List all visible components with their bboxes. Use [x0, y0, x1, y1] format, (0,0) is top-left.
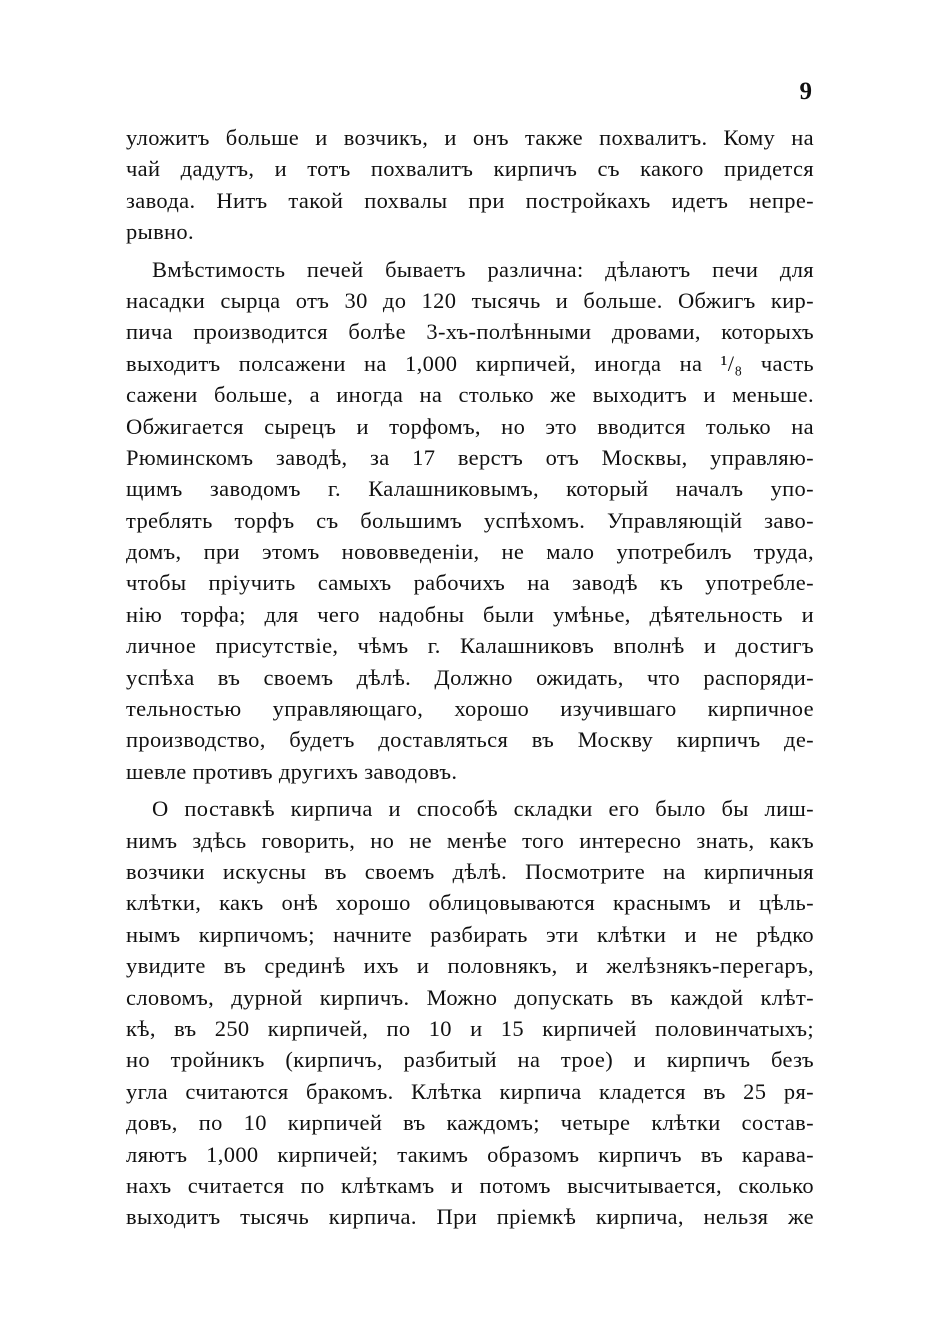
text-line: завода. Нитъ такой похвалы при постройкахъ идетъ непре- — [126, 187, 814, 213]
text-line: О поставкѣ кирпича и способѣ складки его было бы лиш- — [152, 796, 814, 822]
text-line: успѣха въ своемъ дѣлѣ. Должно ожидать, что распоряди- — [126, 664, 814, 690]
text-line: довъ, по 10 кирпичей въ каждомъ; четыре клѣтки состав- — [126, 1110, 814, 1136]
text-line: клѣтки, какъ онѣ хорошо облицовываются краснымъ и цѣль- — [126, 890, 814, 916]
text-line: чтобы пріучить самыхъ рабочихъ на заводѣ къ употребле- — [126, 570, 814, 596]
page-body-text — [126, 122, 814, 1233]
text-line: домъ, при этомъ нововведеніи, не мало употребилъ труда, — [126, 539, 814, 565]
text-line: но тройникъ (кирпичъ, разбитый на трое) и кирпичъ безъ — [126, 1047, 814, 1073]
text-line: шевле противъ другихъ заводовъ. — [126, 758, 458, 784]
text-line: насадки сырца отъ 30 до 120 тысячь и больше. Обжигъ кир- — [126, 287, 814, 313]
text-line: уложитъ больше и возчикъ, и онъ также похвалитъ. Кому на — [126, 125, 814, 150]
text-line: пича производится болѣе 3-хъ-полѣнными дровами, которыхъ — [126, 319, 814, 345]
text-line: Обжигается сырецъ и торфомъ, но это вводится только на — [126, 413, 814, 439]
text-line: тельностью управляющаго, хорошо изучившаго кирпичное — [126, 696, 814, 722]
text-line: чай дадутъ, и тотъ похвалитъ кирпичъ съ какого придется — [126, 156, 814, 182]
text-line: словомъ, дурной кирпичъ. Можно допускать въ каждой клѣт- — [126, 984, 814, 1010]
text-line: щимъ заводомъ г. Калашниковымъ, который началъ упо- — [126, 476, 814, 502]
text-line: сажени больше, а иногда на столько же выходитъ и меньше. — [126, 382, 814, 408]
text-line: ляютъ 1,000 кирпичей; такимъ образомъ кирпичъ въ карава- — [126, 1141, 814, 1167]
paragraph-3 — [126, 793, 814, 1232]
text-line: увидите въ срединѣ ихъ и половнякъ, и желѣзнякъ-перегаръ, — [126, 953, 814, 979]
text-line: угла считаются бракомъ. Клѣтка кирпича кладется въ 25 ря- — [126, 1078, 814, 1104]
text-line: личное присутствіе, чѣмъ г. Калашниковъ вполнѣ и достигъ — [126, 633, 814, 659]
text-line: кѣ, въ 250 кирпичей, по 10 и 15 кирпичей половинчатыхъ; — [126, 1015, 814, 1041]
text-line: нію торфа; для чего надобны были умѣнье, дѣятельность и — [126, 601, 814, 627]
paragraph-2 — [126, 254, 814, 788]
text-line: выходитъ тысячь кирпича. При пріемкѣ кирпича, нельзя же — [126, 1204, 814, 1230]
paragraph-1 — [126, 122, 814, 248]
text-line: Рюминскомъ заводѣ, за 17 верстъ отъ Москвы, управляю- — [126, 444, 814, 470]
text-line: рывно. — [126, 219, 195, 245]
text-line: нимъ здѣсь говорить, но не менѣе того интересно знать, какъ — [126, 827, 814, 853]
text-line: Вмѣстимость печей бываетъ различна: дѣлаютъ печи для — [152, 256, 814, 282]
text-line: треблять торфъ съ большимъ успѣхомъ. Управляющій заво- — [126, 507, 814, 533]
page-number: 9 — [799, 78, 812, 105]
text-line: нымъ кирпичомъ; начните разбирать эти клѣтки и не рѣдко — [126, 921, 814, 947]
text-line: производство, будетъ доставляться въ Москву кирпичъ де- — [126, 727, 814, 753]
text-line: возчики искусны въ своемъ дѣлѣ. Посмотрите на кирпичныя — [126, 858, 814, 884]
text-line: нахъ считается по клѣткамъ и потомъ высчитывается, сколько — [126, 1172, 814, 1198]
text-line: выходитъ полсажени на 1,000 кирпичей, иногда на ¹/₈ часть — [126, 350, 814, 376]
